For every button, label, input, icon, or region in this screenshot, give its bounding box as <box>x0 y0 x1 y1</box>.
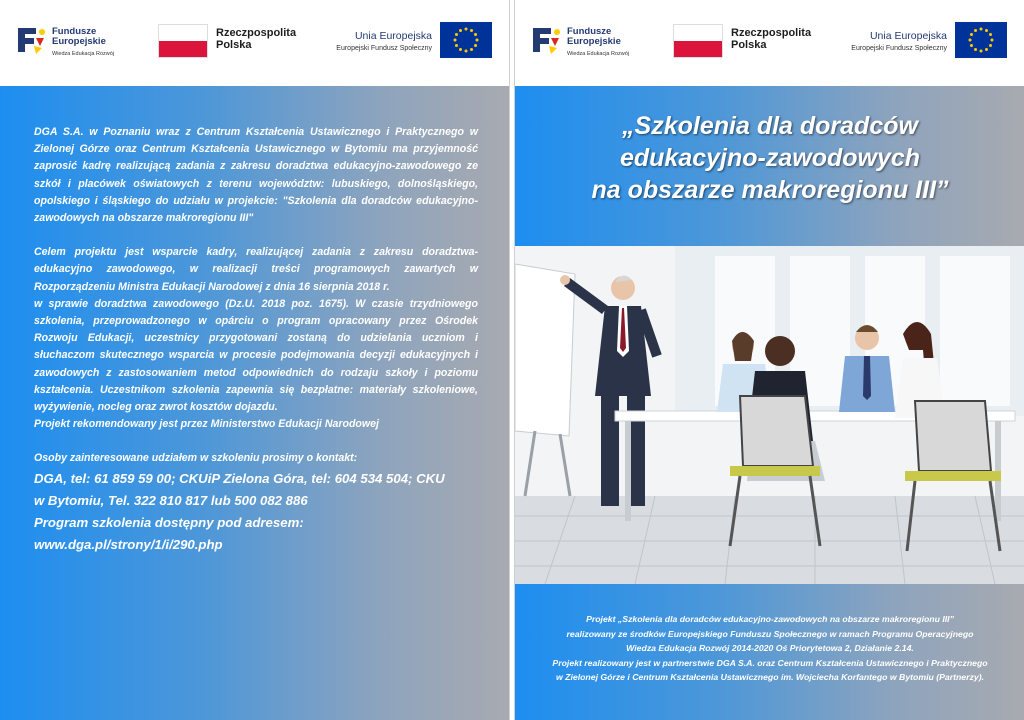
logo-bar-right <box>515 0 1024 86</box>
footer-line-4: Projekt realizowany jest w partnerstwie DGA S.A. oraz Centrum Kształcenia Ustawicznego i Praktycznego <box>552 657 988 668</box>
left-body-text <box>34 124 478 556</box>
contact-line-2: w Bytomiu, Tel. 322 810 817 lub 500 082 886 <box>34 492 308 508</box>
main-title <box>525 110 1015 206</box>
eu-star-icon <box>465 50 468 53</box>
eu-star-icon <box>474 44 477 47</box>
eu-star-icon <box>459 29 462 32</box>
ue-subtitle: Europejski Fundusz Społeczny <box>851 45 947 52</box>
fe-title-line2: Europejskie <box>52 36 106 47</box>
program-label: Program szkolenia dostępny pod adresem: <box>34 514 304 530</box>
fe-title-line1: Fundusze <box>52 26 97 37</box>
rp-line1: Rzeczpospolita <box>216 27 297 39</box>
eu-star-icon <box>455 44 458 47</box>
fe-subtitle: Wiedza Edukacja Rozwój <box>567 51 630 57</box>
rzeczpospolita-text <box>731 27 811 51</box>
contact-intro: Osoby zainteresowane udziałem w szkoleniu prosimy o kontakt: <box>34 452 358 465</box>
footer-line-2: realizowany ze środków Europejskiego Funduszu Społecznego w ramach Programu Operacyjnego <box>566 628 974 639</box>
eu-star-icon <box>455 33 458 36</box>
title-line-2: edukacyjno-zawodowych <box>619 144 921 172</box>
eu-star-icon <box>989 33 992 36</box>
eu-star-icon <box>465 28 468 31</box>
rp-line2: Polska <box>216 39 252 51</box>
title-line-3: na obszarze makroregionu III” <box>591 176 949 204</box>
eu-star-icon <box>980 50 983 53</box>
recommended-text: Projekt rekomendowany jest przez Ministerstwo Edukacji Narodowej <box>34 418 379 431</box>
fundusze-europejskie-logo-icon <box>529 24 563 56</box>
contact-line-1: DGA, tel: 61 859 59 00; CKUiP Zielona Góra, tel: 604 534 504; CKU <box>34 470 445 486</box>
eu-star-icon <box>470 29 473 32</box>
eu-star-icon <box>980 28 983 31</box>
footer-text <box>527 612 1013 685</box>
eu-star-icon <box>470 48 473 51</box>
eu-star-icon <box>970 33 973 36</box>
polish-flag-icon <box>158 24 208 58</box>
fe-subtitle: Wiedza Edukacja Rozwój <box>52 51 115 57</box>
eu-star-icon <box>974 29 977 32</box>
eu-star-icon <box>969 39 972 42</box>
eu-star-icon <box>991 39 994 42</box>
footer-line-5: w Zielonej Górze i Centrum Kształcenia Ustawicznego im. Wojciecha Korfantego w Bytomiu (Partnerzy). <box>555 672 985 682</box>
intro-paragraph: DGA S.A. w Poznaniu wraz z Centrum Kształcenia Ustawicznego i Praktycznego w Zielonej Górze oraz Centrum Kształcenia Ustawicznego w Bytomiu ma przyjemność zaprosić kadrę realizującą zadania z zakresu doradztwa edukacyjno-zawodowego ze szkół i placówek oświatowych z terenu województw: lubuskiego, dolnośląskiego, opolskiego i śląskiego do udziału w projekcie: "Szkolenia dla doradców edukacyjno-zawodowych na obszarze makroregionu III" <box>34 126 478 225</box>
fundusze-europejskie-text <box>52 27 114 59</box>
eu-flag-icon <box>955 22 1007 58</box>
eu-star-icon <box>985 48 988 51</box>
rzeczpospolita-text <box>216 27 296 51</box>
rp-line1: Rzeczpospolita <box>731 27 812 39</box>
footer-line-1: Projekt „Szkolenia dla doradców edukacyjno-zawodowych na obszarze makroregionu III” <box>586 614 954 624</box>
goal-paragraph-2: w sprawie doradztwa zawodowego (Dz.U. 2018 poz. 1675). W czasie trzydniowego szkolenia, przeprowadzonego w opárciu o program opracowany przez Ośrodek Rozwoju Edukacji, uczestnicy przygotowani zostaną do udzielania uczniom i słuchaczom skutecznego wsparcia w procesie podejmowania decyzji edukacyjnych i zawodowych z zastosowaniem metod odpowiednich do rodzaju szkoły i poziomu kształcenia. Uczestnikom szkolenia zapewnia się bezpłatne: materiały szkoleniowe, wyżywienie, nocleg oraz zwrot kosztów dojazdu. <box>34 297 478 414</box>
ue-title: Unia Europejska <box>354 30 432 42</box>
logo-bar <box>0 0 510 86</box>
eu-star-icon <box>474 33 477 36</box>
ue-subtitle: Europejski Fundusz Społeczny <box>336 45 432 52</box>
fundusze-europejskie-logo-icon <box>14 24 48 56</box>
fe-title-line1: Fundusze <box>567 26 612 37</box>
polish-flag-icon <box>673 24 723 58</box>
eu-star-icon <box>970 44 973 47</box>
left-page <box>0 0 510 720</box>
title-line-1: „Szkolenia dla doradców <box>622 112 918 140</box>
unia-europejska-text <box>336 30 432 52</box>
eu-star-icon <box>974 48 977 51</box>
eu-star-icon <box>989 44 992 47</box>
fe-title-line2: Europejskie <box>567 36 621 47</box>
ue-title: Unia Europejska <box>869 30 947 42</box>
program-url: www.dga.pl/strony/1/i/290.php <box>34 536 223 552</box>
rp-line2: Polska <box>731 39 767 51</box>
training-photo <box>515 246 1024 584</box>
unia-europejska-text <box>851 30 947 52</box>
fundusze-europejskie-text <box>567 27 629 59</box>
eu-star-icon <box>476 39 479 42</box>
eu-star-icon <box>454 39 457 42</box>
right-page <box>514 0 1024 720</box>
eu-star-icon <box>459 48 462 51</box>
eu-flag-icon <box>440 22 492 58</box>
goal-paragraph-1: Celem projektu jest wsparcie kadry, realizującej zadania z zakresu doradztwa-edukacyjno zawodowego, w realizacji treści programowych zawartych w Rozporządzeniu Ministra Edukacji Narodowej z dnia 16 sierpnia 2018 r. <box>34 246 478 293</box>
eu-star-icon <box>985 29 988 32</box>
footer-line-3: Wiedza Edukacja Rozwój 2014-2020 Oś Priorytetowa 2, Działanie 2.14. <box>626 643 914 653</box>
